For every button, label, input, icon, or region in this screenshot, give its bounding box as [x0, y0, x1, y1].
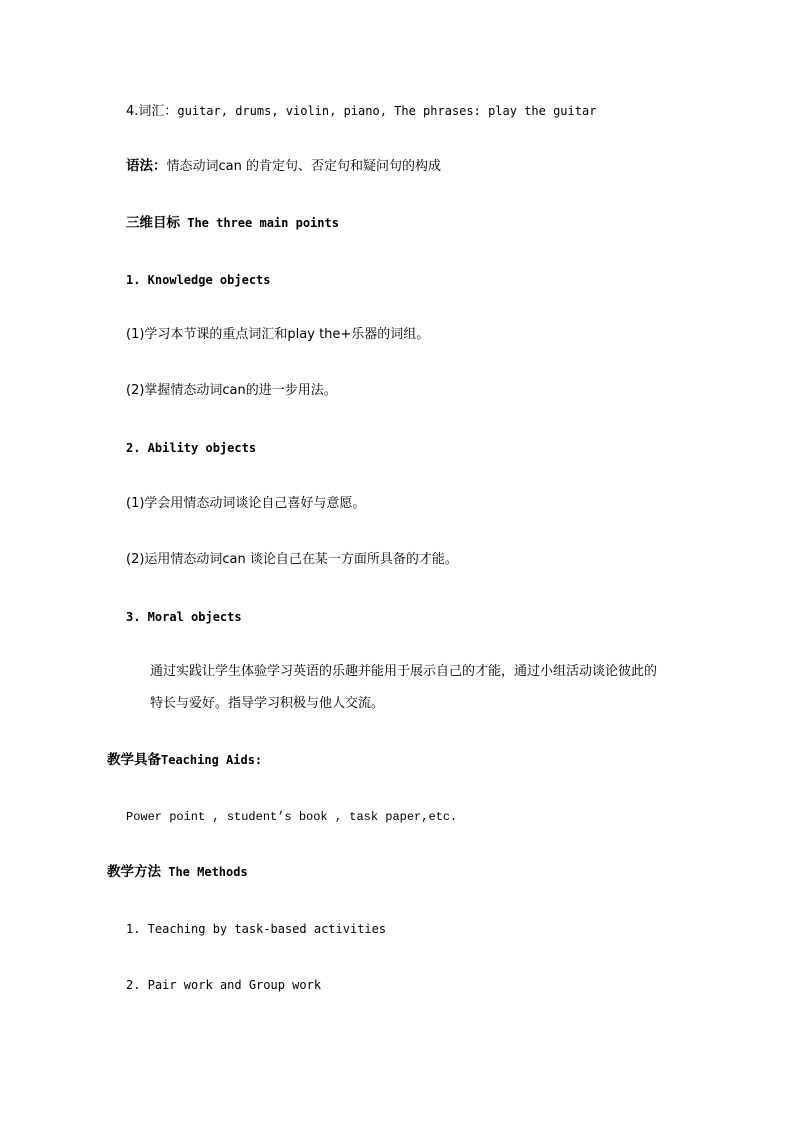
vocabulary-line	[126, 103, 596, 120]
objectives-heading-en: The three main points	[187, 216, 339, 230]
teaching-aids-heading	[107, 752, 262, 768]
teaching-aids-heading-en: Teaching Aids:	[161, 753, 263, 767]
methods-heading-en: The Methods	[168, 865, 248, 879]
moral-line-2: 特长与爱好。指导学习积极与他人交流。	[150, 696, 385, 711]
methods-item-1: 1. Teaching by task-based activities	[126, 922, 387, 936]
teaching-aids-text: Power point , student’s book , task paper,etc.	[126, 810, 458, 824]
methods-heading	[107, 864, 248, 880]
objectives-heading	[126, 215, 339, 231]
moral-heading: 3. Moral objects	[126, 610, 242, 624]
ability-item-2: (2)运用情态动词can 谈论自己在某一方面所具备的才能。	[126, 552, 458, 567]
ability-item-1: (1)学会用情态动词谈论自己喜好与意愿。	[126, 496, 366, 511]
objectives-heading-cn: 三维目标	[126, 215, 180, 231]
knowledge-item-2: (2)掌握情态动词can的进一步用法。	[126, 383, 337, 398]
vocabulary-prefix: 4.词汇：	[126, 104, 178, 119]
grammar-line	[126, 158, 441, 175]
grammar-text: 情态动词can 的肯定句、否定句和疑问句的构成	[166, 159, 441, 174]
moral-paragraph	[150, 656, 710, 720]
ability-heading: 2. Ability objects	[126, 441, 257, 455]
grammar-label: 语法：	[126, 158, 167, 174]
moral-line-1: 通过实践让学生体验学习英语的乐趣并能用于展示自己的才能，通过小组活动谈论彼此的	[150, 664, 658, 679]
teaching-aids-heading-cn: 教学具备	[107, 752, 161, 768]
vocabulary-text: guitar, drums, violin, piano, The phrases: play the guitar	[177, 104, 597, 118]
methods-heading-cn: 教学方法	[107, 864, 161, 880]
methods-item-2: 2. Pair work and Group work	[126, 978, 322, 992]
knowledge-heading: 1. Knowledge objects	[126, 273, 271, 287]
knowledge-item-1: (1)学习本节课的重点词汇和play the+乐器的词组。	[126, 327, 430, 342]
